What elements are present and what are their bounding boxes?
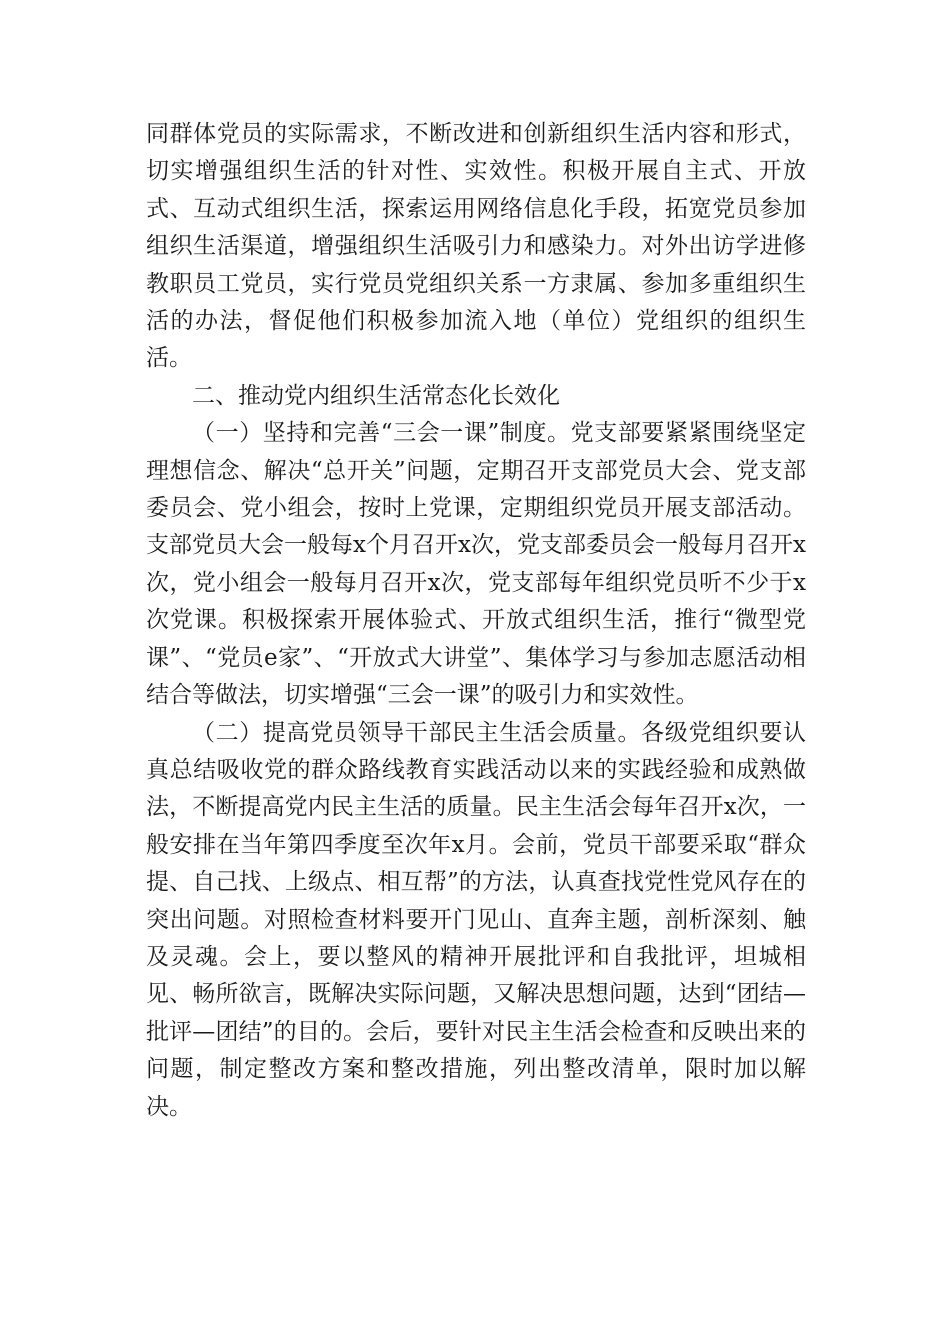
body-paragraph-democratic-life: （二）提高党员领导干部民主生活会质量。各级党组织要认真总结吸收党的群众路线教育实践活动以来的实践经验和成熟做法，不断提高党内民主生活的质量。民主生活会每年召开x次，一般安排在当年第四季度至次年x月。会前，党员干部要采取“群众提、自己找、上级点、相互帮”的方法，认真查找党性党风存在的突出问题。对照检查材料要开门见山、直奔主题，剖析深刻、触及灵魂。会上，要以整风的精神开展批评和自我批评，坦城相见、畅所欲言，既解决实际问题，又解决思想问题，达到“团结—批评—团结”的目的。会后，要针对民主生活会检查和反映出来的问题，制定整改方案和整改措施，列出整改清单，限时加以解决。 (146, 719, 806, 1120)
section-heading: 二、推动党内组织生活常态化长效化 (192, 382, 560, 409)
body-paragraph-three-meetings: （一）坚持和完善“三会一课”制度。党支部要紧紧围绕坚定理想信念、解决“总开关”问题，定期召开支部党员大会、党支部委员会、党小组会，按时上党课，定期组织党员开展支部活动。支部党员大会一般每x个月召开x次，党支部委员会一般每月召开x次，党小组会一般每月召开x次，党支部每年组织党员听不少于x次党课。积极探索开展体验式、开放式组织生活，推行“微型党课”、“党员e家”、“开放式大讲堂”、集体学习与参加志愿活动相结合等做法，切实增强“三会一课”的吸引力和实效性。 (146, 420, 806, 709)
body-paragraph-continued: 同群体党员的实际需求，不断改进和创新组织生活内容和形式，切实增强组织生活的针对性、实效性。积极开展自主式、开放式、互动式组织生活，探索运用网络信息化手段，拓宽党员参加组织生活渠道，增强组织生活吸引力和感染力。对外出访学进修教职员工党员，实行党员党组织关系一方隶属、参加多重组织生活的办法，督促他们积极参加流入地（单位）党组织的组织生活。 (146, 121, 806, 372)
document-body (146, 116, 806, 1126)
